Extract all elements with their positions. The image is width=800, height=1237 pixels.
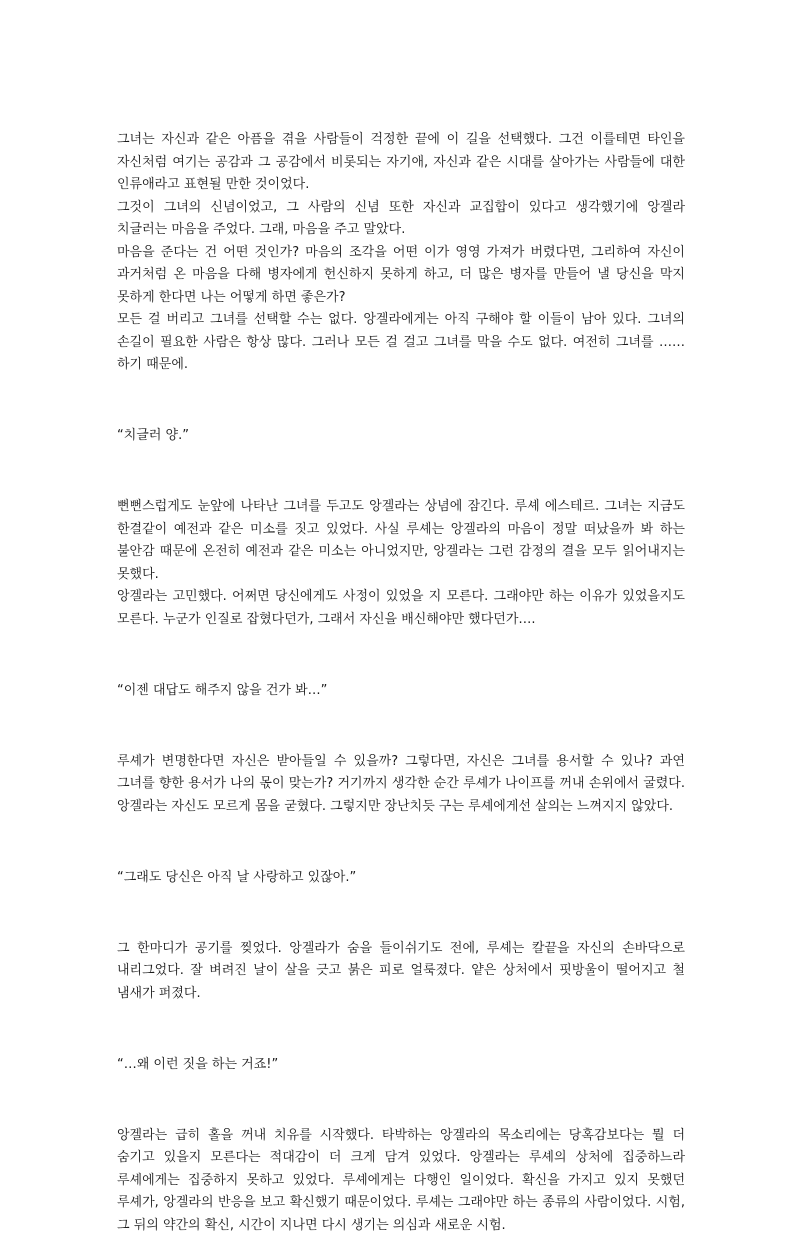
blank-line: [117, 831, 685, 854]
paragraph: 그녀는 자신과 같은 아픔을 겪을 사람들이 걱정한 끝에 이 길을 선택했다. 그건 이를테면 타인을 자신처럼 여기는 공감과 그 공감에서 비롯되는 자기애, 자신과 같은 시대를 살아가는 사람들에 대한 인류애라고 표현될 만한 것이었다.: [117, 129, 685, 197]
blank-line: [117, 644, 685, 667]
paragraph: 뻔뻔스럽게도 눈앞에 나타난 그녀를 두고도 앙겔라는 상념에 잠긴다. 루셰 에스테르. 그녀는 지금도 한결같이 예전과 같은 미소를 짓고 있었다. 사실 루셰는 앙겔라의 마음이 정말 떠났을까 봐 하는 불안감 때문에 온전히 예전과 같은 미소는 아니었지만, 앙겔라는 그런 감정의 결을 모두 읽어내지는 못했다.: [117, 496, 685, 586]
blank-line: [117, 1018, 685, 1041]
blank-line: [117, 461, 685, 484]
blank-line: [117, 902, 685, 925]
blank-line: [117, 715, 685, 738]
paragraph: 앙겔라는 고민했다. 어쩌면 당신에게도 사정이 있었을 지 모른다. 그래야만 하는 이유가 있었을지도 모른다. 누군가 인질로 잡혔다던가, 그래서 자신을 배신해야만 했다던가….: [117, 586, 685, 631]
paragraph: 루셰가 변명한다면 자신은 받아들일 수 있을까? 그렇다면, 자신은 그녀를 용서할 수 있나? 과연 그녀를 향한 용서가 나의 몫이 맞는가? 거기까지 생각한 순간 루셰가 나이프를 꺼내 손위에서 굴렸다. 앙겔라는 자신도 모르게 몸을 굳혔다. 그렇지만 장난치듯 구는 루셰에게선 살의는 느껴지지 않았다.: [117, 751, 685, 819]
blank-line: [117, 390, 685, 413]
blank-line: [117, 1089, 685, 1112]
paragraph: 앙겔라는 급히 홀을 꺼내 치유를 시작했다. 타박하는 앙겔라의 목소리에는 당혹감보다는 뭘 더 숨기고 있을지 모른다는 적대감이 더 크게 담겨 있었다. 앙겔라는 루셰의 상처에 집중하느라 루셰에게는 집중하지 못하고 있었다. 루셰에게는 다행인 일이었다. 확신을 가지고 있지 못했던 루셰가, 앙겔라의 반응을 보고 확신했기 때문이었다. 루셰는 그래야만 하는 종류의 사람이었다. 시험, 그 뒤의 약간의 확신, 시간이 지나면 다시 생기는 의심과 새로운 시험.: [117, 1125, 685, 1237]
paragraph: 그 한마디가 공기를 찢었다. 앙겔라가 숨을 들이쉬기도 전에, 루셰는 칼끝을 자신의 손바닥으로 내리그었다. 잘 벼려진 날이 살을 긋고 붉은 피로 얼룩졌다. 얕은 상처에서 핏방울이 떨어지고 철 냄새가 퍼졌다.: [117, 938, 685, 1006]
paragraph: 모든 걸 버리고 그녀를 선택할 수는 없다. 앙겔라에게는 아직 구해야 할 이들이 남아 있다. 그녀의 손길이 필요한 사람은 항상 많다. 그러나 모든 걸 걸고 그녀를 막을 수도 없다. 여전히 그녀를 ……하기 때문에.: [117, 309, 685, 377]
paragraph: 마음을 준다는 건 어떤 것인가? 마음의 조각을 어떤 이가 영영 가져가 버렸다면, 그리하여 자신이 과거처럼 온 마음을 다해 병자에게 헌신하지 못하게 하고, 더 많은 병자를 만들어 낼 당신을 막지 못하게 한다면 나는 어떻게 하면 좋은가?: [117, 242, 685, 310]
paragraph: “그래도 당신은 아직 날 사랑하고 있잖아.”: [117, 867, 685, 890]
paragraph: “치글러 양.”: [117, 425, 685, 448]
paragraph: “이젠 대답도 해주지 않을 건가 봐…”: [117, 680, 685, 703]
paragraph: “…왜 이런 짓을 하는 거죠!”: [117, 1054, 685, 1077]
paragraph: 그것이 그녀의 신념이었고, 그 사람의 신념 또한 자신과 교집합이 있다고 생각했기에 앙겔라 치글러는 마음을 주었다. 그래, 마음을 주고 말았다.: [117, 197, 685, 242]
document-body: [117, 129, 685, 1237]
